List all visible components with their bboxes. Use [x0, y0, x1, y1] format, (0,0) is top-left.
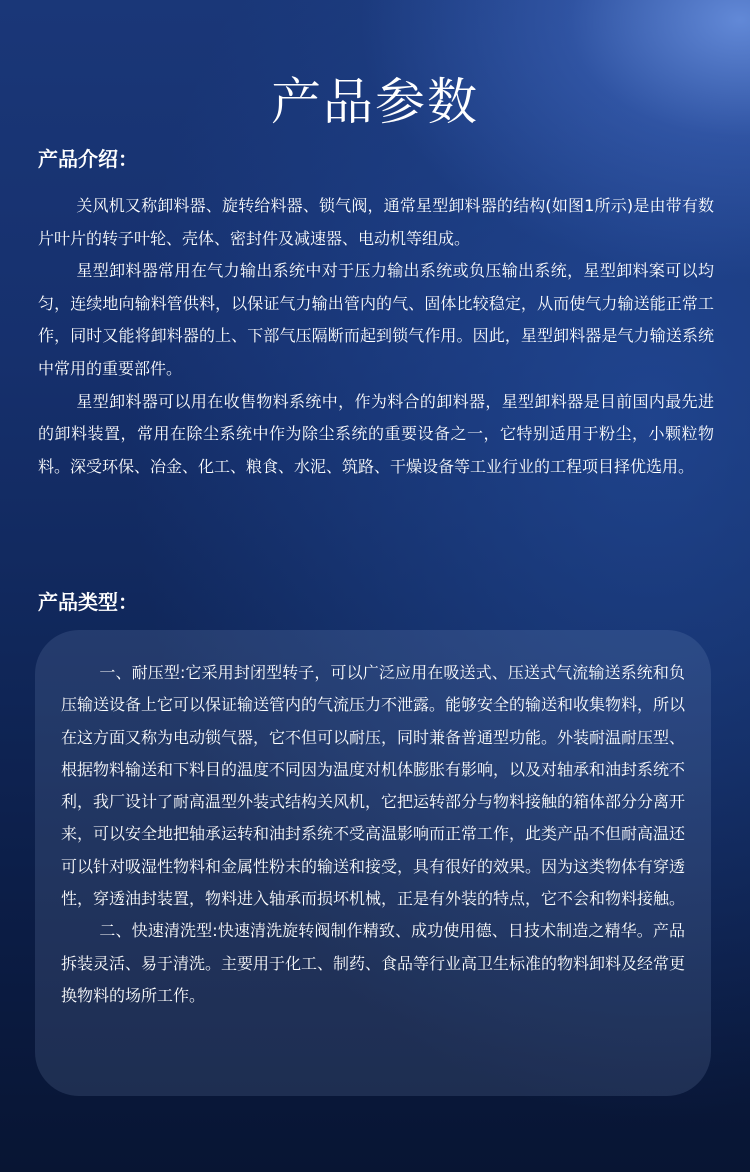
intro-paragraph-1: 关风机又称卸料器、旋转给料器、锁气阀，通常星型卸料器的结构(如图1所示)是由带有数片叶片的转子叶轮、壳体、密封件及减速器、电动机等组成。: [38, 196, 714, 248]
types-text: [61, 657, 685, 1012]
page-title: 产品参数: [271, 72, 479, 131]
intro-paragraph-2: 星型卸料器常用在气力输出系统中对于压力输出系统或负压输出系统，星型卸料案可以均匀，连续地向输料管供料，以保证气力输出管内的气、固体比较稳定，从而使气力输送能正常工作，同时又能将卸料器的上、下部气压隔断而起到锁气作用。因此，星型卸料器是气力输送系统中常用的重要部件。: [38, 261, 714, 378]
type-paragraph-quick-clean: 二、快速清洗型:快速清洗旋转阀制作精致、成功使用德、日技术制造之精华。产品拆装灵活、易于清洗。主要用于化工、制药、食品等行业高卫生标准的物料卸料及经常更换物料的场所工作。: [61, 921, 686, 1005]
intro-text: [38, 190, 714, 483]
types-heading: 产品类型：: [38, 590, 138, 614]
product-types-card: [35, 630, 711, 1096]
type-paragraph-pressure-resistant: 一、耐压型:它采用封闭型转子，可以广泛应用在吸送式、压送式气流输送系统和负压输送设备上它可以保证输送管内的气流压力不泄露。能够安全的输送和收集物料，所以在这方面又称为电动锁气器，它不但可以耐压，同时兼备普通型功能。外装耐温耐压型、根据物料输送和下料目的温度不同因为温度对机体膨胀有影响，以及对轴承和油封系统不利，我厂设计了耐高温型外装式结构关风机，它把运转部分与物料接触的箱体部分分离开来，可以安全地把轴承运转和油封系统不受高温影响而正常工作，此类产品不但耐高温还可以针对吸湿性物料和金属性粉末的输送和接受，具有很好的效果。因为这类物体有穿透性，穿透油封装置，物料进入轴承而损坏机械，正是有外装的特点，它不会和物料接触。: [61, 663, 686, 909]
intro-heading: 产品介绍：: [38, 147, 138, 171]
intro-paragraph-3: 星型卸料器可以用在收售物料系统中，作为料合的卸料器，星型卸料器是目前国内最先进的卸料装置，常用在除尘系统中作为除尘系统的重要设备之一，它特别适用于粉尘，小颗粒物料。深受环保、冶金、化工、粮食、水泥、筑路、干燥设备等工业行业的工程项目择优选用。: [38, 391, 714, 476]
